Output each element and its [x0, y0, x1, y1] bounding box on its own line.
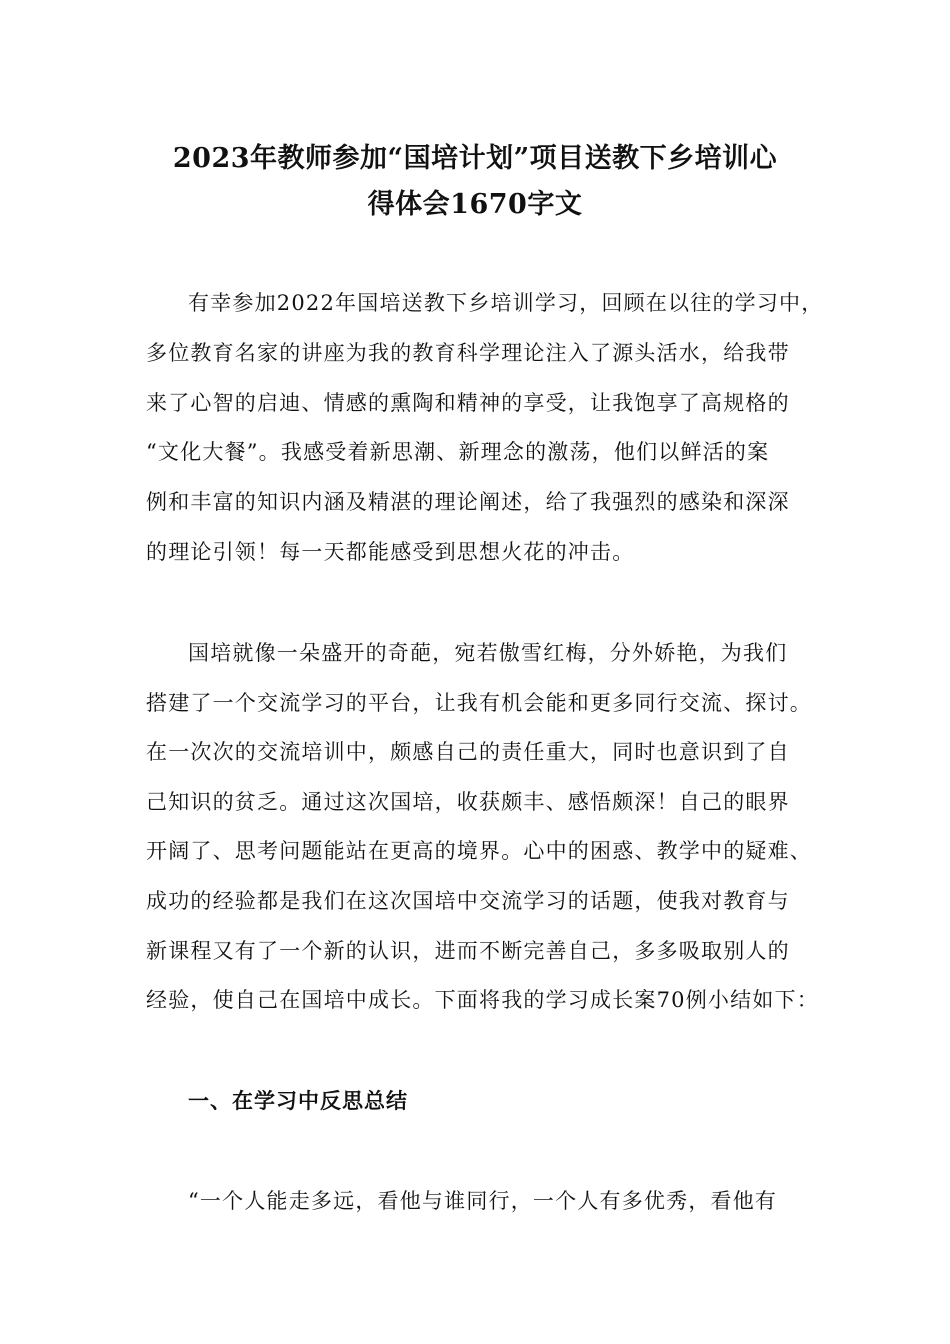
- paragraph-2-line-3: 在一次次的交流培训中，颇感自己的责任重大，同时也意识到了自: [146, 740, 790, 764]
- paragraph-2-line-6: 成功的经验都是我们在这次国培中交流学习的话题，使我对教育与: [146, 889, 790, 913]
- paragraph-2-line-8: 经验，使自己在国培中成长。下面将我的学习成长案70例小结如下：: [146, 988, 819, 1012]
- paragraph-2-line-2: 搭建了一个交流学习的平台，让我有机会能和更多同行交流、探讨。: [146, 691, 812, 715]
- paragraph-1-line-4: “文化大餐”。我感受着新思潮、新理念的激荡，他们以鲜活的案: [146, 440, 770, 464]
- paragraph-2-line-4: 己知识的贫乏。通过这次国培，收获颇丰、感悟颇深！自己的眼界: [146, 790, 790, 814]
- section-heading: 一、在学习中反思总结: [188, 1088, 408, 1113]
- paragraph-1-line-5: 例和丰富的知识内涵及精湛的理论阐述，给了我强烈的感染和深深: [146, 490, 790, 514]
- paragraph-2-line-1: 国培就像一朵盛开的奇葩，宛若傲雪红梅，分外娇艳，为我们: [188, 641, 788, 665]
- document-title-line-2: 得体会1670字文: [367, 189, 583, 220]
- paragraph-1-line-2: 多位教育名家的讲座为我的教育科学理论注入了源头活水，给我带: [146, 341, 790, 365]
- paragraph-1-line-1: 有幸参加2022年国培送教下乡培训学习，回顾在以往的学习中，: [188, 291, 824, 315]
- paragraph-1-line-3: 来了心智的启迪、情感的熏陶和精神的享受，让我饱享了高规格的: [146, 391, 790, 415]
- paragraph-1-line-6: 的理论引领！每一天都能感受到思想火花的冲击。: [146, 540, 635, 564]
- document-title-line-1: 2023年教师参加“国培计划”项目送教下乡培训心: [172, 143, 778, 174]
- paragraph-2-line-7: 新课程又有了一个新的认识，进而不断完善自己，多多吸取别人的: [146, 939, 790, 963]
- paragraph-2-line-5: 开阔了、思考问题能站在更高的境界。心中的困惑、教学中的疑难、: [146, 839, 812, 863]
- paragraph-3-line-1: “一个人能走多远，看他与谁同行，一个人有多优秀，看他有: [188, 1189, 778, 1213]
